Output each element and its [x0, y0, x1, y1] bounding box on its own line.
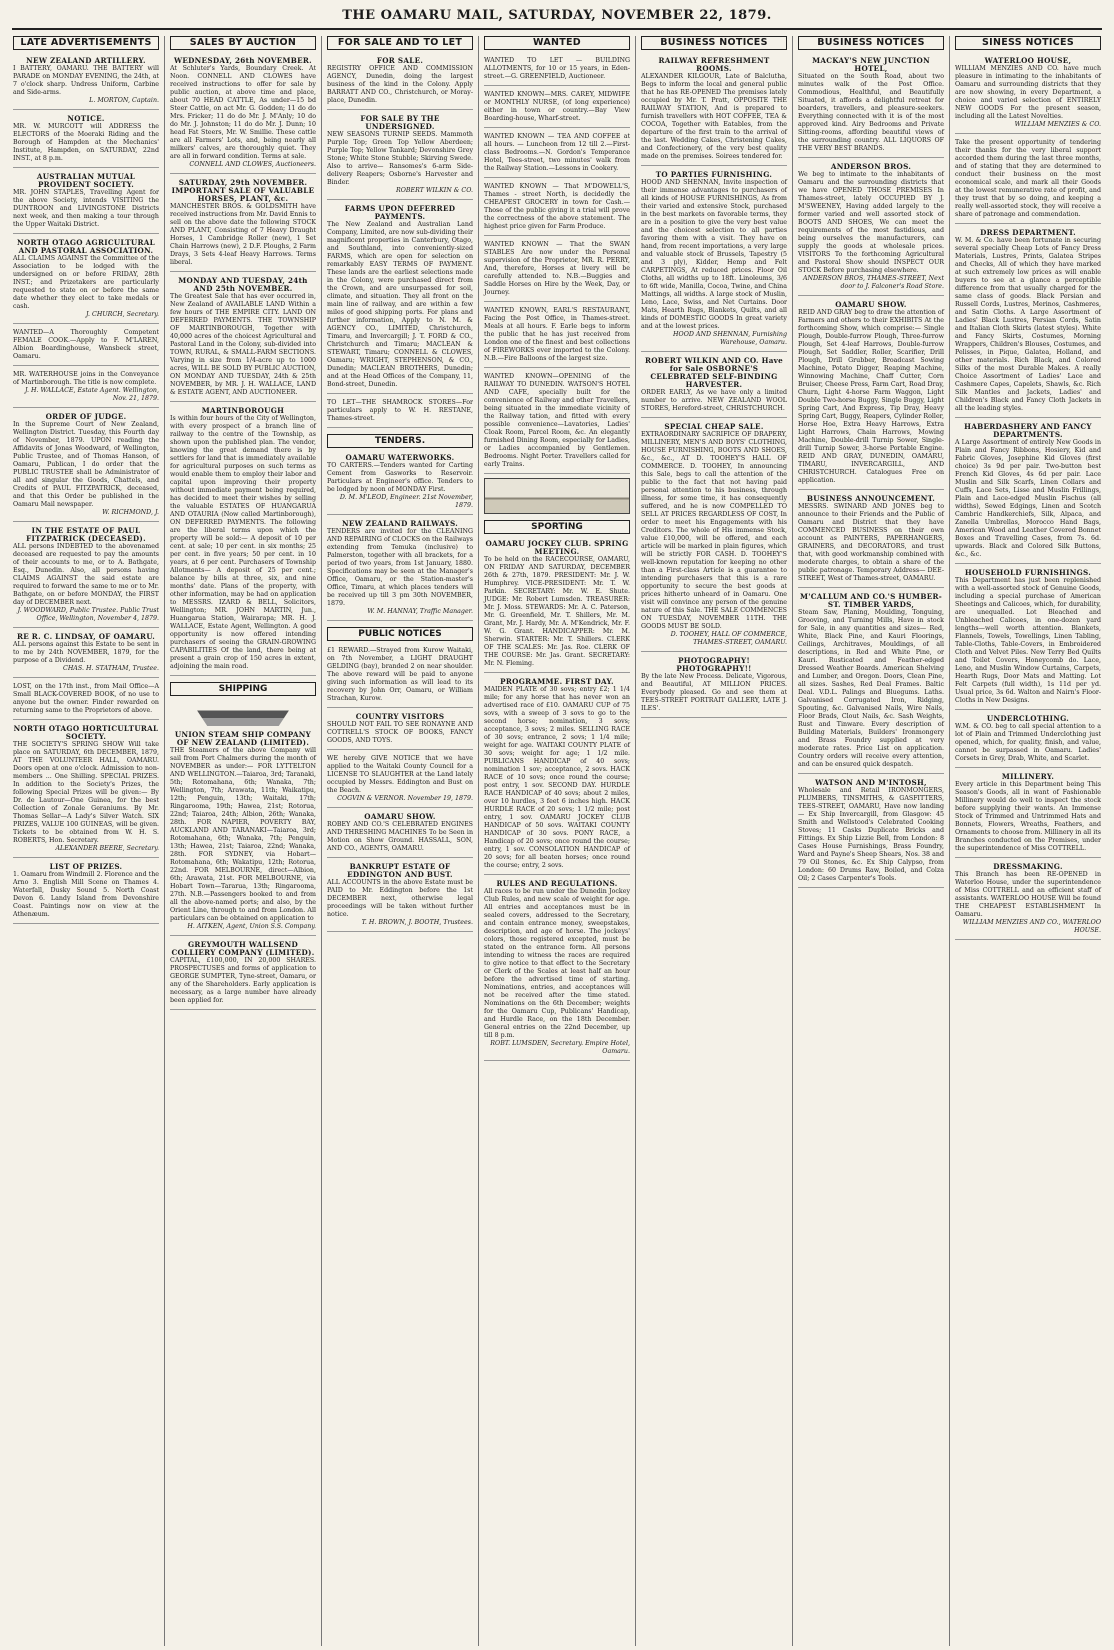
column-3	[321, 36, 478, 1646]
ad-body: To be held on the RACECOURSE, OAMARU, ON FRIDAY AND SATURDAY, DECEMBER 26th & 27th, 1879. PRESIDENT: Mr. J. W. Humphrey. VICE-PRESIDENT: Mr. T. W. Parkin. SECRETARY: Mr. W. E. Shute. JUDGE: Mr. Robert Lumsden. TREASURER: Mr. J. Moss. STEWARDS: Mr. A. C. Paterson, Mr. G. Greenfield, Mr. T. Shillers, Mr. M. Grant, Mr. J. Hardy, Mr. A. M'Kendrick, Mr. F. W. G. Grant. HANDICAPPER: Mr. M. Sherwin. STARTER: Mr. T. Shillers. CLERK OF THE SCALES: Mr. Jas. Roe. CLERK OF THE COURSE: Mr. Jas. Grant. SECRETARY: Mr. N. Fleming.	[484, 556, 630, 667]
ad-body: WANTED KNOWN, EARL'S RESTAURANT, Facing the Post Office, in Thames-street. Meals at all hours. F. Earle begs to inform the public that he has just received from London one of the finest and best collections of FIREWORKS ever imported to the Colony. N.B.—Fire Balloons of the largest size.	[484, 307, 630, 362]
ad-body: WANTED KNOWN — That M'DOWELL'S, Thames - street North, is decidedly the CHEAPEST GROCERY in town for Cash.—Those of the public giving it a trial will prove the correctness of the above statement. The highest price given for Farm Produce.	[484, 183, 630, 230]
ad-body: MR. W. MURCOTT will ADDRESS the ELECTORS of the Moeraki Riding and the Borough of Hampden at the Mechanics' Institute, Hampden, on SATURDAY, 22nd INST., at 8 p.m.	[13, 123, 159, 162]
ad-title: NEW ZEALAND RAILWAYS.	[341, 519, 459, 528]
ad-title: OAMARU SHOW.	[835, 300, 907, 309]
ad-title: MACKAY'S NEW JUNCTION HOTEL,	[812, 56, 930, 73]
masthead: THE OAMARU MAIL, SATURDAY, NOVEMBER 22, 1879.	[12, 6, 1102, 30]
ad-body: By the late New Process. Delicate, Vigorous, and Beautiful, AT MILLION PRICES. Everybody pleased. Go and see them at TEES-STREET PORTRAIT GALLERY, LATE J. ILES'.	[641, 673, 787, 712]
ad-body: REID AND GRAY beg to draw the attention of Farmers and others to their EXHIBITS At the forthcoming Show, which comprise:— Single Plough, Double-furrow Plough, Three-furrow Plough, Set 4-leaf Harrows, Double-furrow Plough, Set Saddler, Roller, Scarifier, Drill Plough, Drill Grubber, Broadcast Sowing Machine, Potato Digger, Reaping Machine, Winnowing Machine, Chaff Cutter, Corn Bruiser, Cheese Press, Farm Cart, Road Dray, Churn, Light 4-horse Farm Waggon, Light Double Two-horse Buggy, Single Buggy, Light Spring Cart, And Express, Tip Dray, Heavy Spring Cart, Buggy, Reapers, Cylinder Roller, Horse Hoe, Extra Heavy Harrows, Extra Light Harrows, Chain Harrows, Mowing Machine, Double-drill Turnip Sower, Single-drill Turnip Sower, 3-horse Portable Engine. REID AND GRAY, DUNEDIN, OAMARU, TIMARU, INVERCARGILL, AND CHRISTCHURCH. Catalogues Free on application.	[798, 309, 944, 484]
ad-signature: W. RICHMOND, J.	[102, 509, 159, 516]
ad-body: NEW SEASONS TURNIP SEEDS. Mammoth Purple Top; Green Top Yellow Aberdeen; Purple Top; Yellow Tankard; Devonshire Grey Stone; White Stone Stubble; Skirving Swede. Also to arrive— Ransomes's 6-arm Side-delivery Reapers; Osborne's Harvester and Binder.	[327, 131, 473, 186]
ad-body: ALL ACCOUNTS in the above Estate must be PAID to Mr. Eddington before the 1st DECEMBER next, otherwise legal proceedings will be taken without further notice.	[327, 879, 473, 918]
ad-body: At Schluter's Yards, Boundary Creek. At Noon. CONNELL AND CLOWES have received instructions to offer for sale by public auction, at above time and place, about 70 HEAD CATTLE, As under—15 bd Steer Cattle, on act Mr. G. Godden; 11 do do Mrs. Fricker; 11 do do Mr. J. M'Anly; 10 do do Mr. J. Johnston; 11 do do Mr. J. Dunn; 10 head Fat Steers, Mr. W. Smillie. These cattle are all Farmers' Lots, and, being nearly all milkers' calves, are thoroughly quiet. They are all in forward condition. Terms at sale.	[170, 65, 316, 160]
advertisement	[13, 861, 159, 924]
ad-signature: ROBT. LUMSDEN, Secretary. Empire Hotel, Oamaru.	[490, 1040, 630, 1055]
advertisement	[955, 567, 1101, 710]
advertisement	[955, 55, 1101, 134]
ad-signature: ALEXANDER BEERE, Secretary.	[55, 845, 159, 852]
ad-title: TO PARTIES FURNISHING.	[655, 170, 773, 179]
advertisement	[484, 55, 630, 86]
ad-body: HOOD AND SHENNAN, Invite inspection of their immense advantages to purchasers of all kinds of HOUSE FURNISHINGS, As from their varied and extensive Stock, purchased in the best markets on favorable terms, they are in a position to give the very best value and the choicest selection to all parties favoring them with a visit. They have on hand, from recent importations, a very large and valuable stock of Brussels, Tapestry (5 and 3 ply), Kidder, Hemp and Felt CARPETINGS, At reduced prices. Floor Oil Cloths, all widths up to 18ft. Linoleums, 3/6 to 6ft wide, Manilla, Cocoa, Twine, and China Mattings, all widths. A large stock of Muslin, Leno, Lace, Swiss, and Net Curtains. Door Mats, Hearth Rugs, Blankets, Quilts, and all kinds of DOMESTIC GOODS In great variety and at the lowest prices.	[641, 179, 787, 330]
ad-body: MR. WATERHOUSE joins in the Conveyance of Martinborough. The title is now complete.	[13, 371, 159, 386]
column-heading: LATE ADVERTISEMENTS	[13, 36, 159, 50]
ad-body: REGISTRY OFFICE AND COMMISSION AGENCY, Dunedin, doing the largest business of the kind in the Colony. Apply BARRATT AND CO., Christchurch, or Moray-place, Dunedin.	[327, 65, 473, 104]
advertisement	[13, 113, 159, 168]
ad-body: CAPITAL, £100,000, IN 20,000 SHARES. PROSPECTUSES and forms of application to GEORGE SUMPTER, Tyne-street, Oamaru, or any of the Shareholders. Early application is necessary, as a large number have already been applied for.	[170, 957, 316, 1004]
advertisement	[327, 203, 473, 394]
column-heading: SALES BY AUCTION	[170, 36, 316, 50]
advertisement	[13, 327, 159, 366]
ad-signature: W. M. HANNAY, Traffic Manager.	[367, 608, 473, 615]
advertisement	[13, 171, 159, 234]
advertisement	[955, 227, 1101, 418]
ad-body: Every article in this Department being This Season's Goods, all in want of Fashionable Millinery would do well to inspect the stock before supplying their wants. An Immense Stock of Trimmed and Untrimmed Hats and Bonnets, Flowers, Wreaths, Feathers, and Ornaments to choose from. Millinery in all its Branches conducted on the Premises, under the superintendence of Miss COTTRELL.	[955, 781, 1101, 852]
ad-body: £1 REWARD.—Strayed from Kurow Waitaki, on 7th November, a LIGHT DRAUGHT GELDING (bay), branded 2 on near shoulder. The above reward will be paid to anyone giving such information as will lead to its recovery by John Orr, Oamaru, or William Strachan, Kurow.	[327, 647, 473, 702]
advertisement	[484, 538, 630, 673]
ad-title: ROBERT WILKIN AND CO. Have for Sale OSBORNE'S CELEBRATED SELF-BINDING HARVESTER.	[644, 356, 784, 389]
ad-body: All races to be run under the Dunedin Jockey Club Rules, and new scale of weight for age. All entries and acceptances must be in sealed covers, addressed to the Secretary, and contain entrance money, sweepstakes, description, and age of horse. The jockeys' colors, those registered excepted, must be stated on the entrance form. All persons intending to witness the races are required to give notice to that effect to the Secretary or Clerk of the Scales at least half an hour before the advertised time of starting. Nominations, entries, and acceptances will not be received after the time stated. Nominations on the 6th December; weights for the Oamaru Cup, Publicans' Handicap, and Hurdle Race, on the 18th December. General entries on the 22nd December, up till 8 p.m.	[484, 888, 630, 1039]
advertisement	[641, 421, 787, 652]
ad-body: MR. JOHN STAPLES, Travelling Agent for the above Society, intends VISITING the DUNTROON and LIVINGSTONE Districts next week, and then making a tour through the Upper Waitaki District.	[13, 189, 159, 228]
column-heading: WANTED	[484, 36, 630, 50]
ad-body: In the Supreme Court of New Zealand, Wellington District. Tuesday, this Fourth day of November, 1879. UPON reading the Affidavits of Jonas Woodward, of Wellington, Public Trustee, and of Thomas Hanson, of Oamaru, Publican, I do order that the PUBLIC TRUSTEE shall be Administrator of all and singular the Goods, Chattels, and Credits of PAUL FITZPATRICK, deceased, and that this Order be published in the Oamaru Mail newspaper.	[13, 421, 159, 508]
advertisement	[327, 452, 473, 515]
advertisement	[170, 405, 316, 676]
steamship-engraving-icon	[192, 700, 294, 726]
advertisement	[13, 723, 159, 858]
ad-body: WANTED KNOWN—MRS. CAREY, MIDWIFE or MONTHLY NURSE, (of long experience) either in town or country.—Bay View Boarding-house, Wharf-street.	[484, 91, 630, 122]
ad-body: A Large Assortment of entirely New Goods in Plain and Fancy Ribbons, Hosiery, Kid and Fabric Gloves, Josephine Kid Gloves (first choice) 3s 9d per pair. Two-button best French Kid Gloves, 4s 6d per pair. Lace Muslin and Silk Scarfs, Linen Collars and Cuffs, Lace Sets, Lisse and Muslin Frillings, Plain and Lace-edged Muslin Fischus (all widths), Sewed Edgings, Linen and Scotch Cambric Handkerchiefs, Silk, Alpaca, and Zanella Umbrellas, Morocco Hand Bags, American Wood and Leather Covered Bonnet Boxes and Travelling Cases, from 7s. 6d. upwards. Black and Colored Silk Buttons, &c., &c.	[955, 439, 1101, 558]
column-4	[478, 36, 635, 1646]
ad-body: LOST, on the 17th inst., from Mail Office—A Small BLACK-COVERED BOOK, of no use to anyone but the owner. Finder rewarded on returning same to the Proprietors of above.	[13, 683, 159, 714]
ad-body: ALL persons against this Estate to be sent in to me by 24th NOVEMBER, 1879, for the purpose of a Dividend.	[13, 641, 159, 664]
ad-title: COUNTRY VISITORS	[355, 712, 445, 721]
ad-title: IN THE ESTATE OF PAUL FITZPATRICK (DECEASED).	[26, 526, 146, 543]
ad-body: WILLIAM MENZIES AND CO. have much pleasure in intimating to the inhabitants of Oamaru and surrounding districts that they are now showing, in every Department, a choice and varied selection of ENTIRELY NEW GOODS For the present season, including all the Latest Novelties.	[955, 65, 1101, 120]
ad-title: NORTH OTAGO HORTICULTURAL SOCIETY.	[13, 724, 159, 741]
advertisement	[484, 89, 630, 128]
ad-title: PHOTOGRAPHY! PHOTOGRAPHY!!	[676, 656, 752, 673]
advertisement	[641, 355, 787, 418]
advertisement	[327, 861, 473, 932]
ad-title: MARTINBOROUGH	[201, 406, 285, 415]
advertisement	[13, 681, 159, 720]
advertisement	[13, 369, 159, 408]
advertisement	[955, 713, 1101, 768]
ad-body: ALL persons INDEBTED to the abovenamed deceased are requested to pay the amounts of their accounts to me, or to A. Bathgate, Esq., Dunedin. Also, all persons having CLAIMS AGAINST the said estate are required to forward the same to me or to Mr. Bathgate, on or before MONDAY, the FIRST day of DECEMBER next.	[13, 543, 159, 606]
advertisement	[327, 397, 473, 428]
column-5	[635, 36, 792, 1646]
advertisement	[641, 655, 787, 718]
advertisement	[170, 729, 316, 936]
ad-title: PROGRAMME. FIRST DAY.	[500, 677, 614, 686]
ad-body: TENDERS are invited for the CLEANING AND REPAIRING of CLOCKS on the Railways extending from Temuka (inclusive) to Palmerston, together with all brackets, for a period of two years, from 1st January, 1880. Specifications may be seen at the Manager's Office, Oamaru, or the Station-master's Office, Timaru, at which places tenders will be received up till 3 pm 30th NOVEMBER, 1879.	[327, 528, 473, 607]
ad-signature: H. AITKEN, Agent, Union S.S. Company.	[187, 923, 316, 930]
ad-title: ANDERSON BROS.	[830, 162, 912, 171]
ad-title: LIST OF PRIZES.	[49, 862, 123, 871]
ad-body: WE hereby GIVE NOTICE that we have applied to the Waitaki County Council for a LICENSE TO SLAUGHTER at the Land lately occupied by Messrs. Eddington and Bust on the Beach.	[327, 755, 473, 794]
ad-title: MONDAY AND TUESDAY, 24th AND 25th NOVEMBER.	[178, 276, 308, 293]
advertisement	[170, 939, 316, 1010]
column-heading: SINESS NOTICES	[955, 36, 1101, 50]
ad-title: SATURDAY, 29th NOVEMBER. IMPORTANT SALE OF VALUABLE HORSES, PLANT, &c.	[171, 178, 315, 203]
ad-signature: T. H. BROWN, J. BOOTH, Trustees.	[361, 919, 473, 926]
advertisement	[13, 411, 159, 522]
column-heading: BUSINESS NOTICES	[798, 36, 944, 50]
advertisement	[13, 55, 159, 110]
advertisement	[641, 169, 787, 352]
column-1	[8, 36, 164, 1646]
ad-title: OAMARU WATERWORKS.	[345, 453, 455, 462]
horse-race-engraving-icon	[484, 478, 630, 514]
ad-signature: COGVIN & VERNOR. November 19, 1879.	[337, 795, 473, 802]
advertisement	[484, 131, 630, 178]
advertisement	[484, 239, 630, 302]
ad-body: Is within four hours of the City of Wellington, with every prospect of a branch line of railway to the centre of the Township, as shown upon the published plan. The vendor, knowing the great demand there is by settlers for land that is immediately available for agricultural purposes on such terms as would enable them to employ their labor and capital upon improving their property without immediate payment being required, has decided to meet their wishes by selling the valuable ESTATES OF HUANGARUA AND OTAURIA (Now called Martinborough), ON DEFERRED PAYMENTS. The following are the liberal terms upon which the property will be sold:— A deposit of 10 per cent. at sale; 10 per cent. in six months; 25 per cent. in five years; 50 per cent. in 10 years, at 6 per cent. Purchasers of Township Allotments— A deposit of 25 per cent.; balance by bills at three, six, and nine months' date. Plans of the property, with other information, may be had on application to MESSRS. IZARD & BELL, Solicitors, Wellington; MR. JOHN MARTIN, Jun., Huangarua Station, Wairarapa; MR. H. J. WALLACE, Estate Agent, Wellington. A good opportunity is now offered intending purchasers of seeing the GRAIN-GROWING CAPABILITIES Of the land, there being at present a grain crop of 150 acres in extent, adjoining the main road.	[170, 415, 316, 670]
section-heading: SHIPPING	[170, 682, 316, 696]
ad-title: NOTICE.	[67, 114, 105, 123]
advertisement	[798, 299, 944, 490]
ad-body: WANTED KNOWN—OPENING of the RAILWAY TO DUNEDIN. WATSON'S HOTEL AND CAFE, specially built for the convenience of Railway and other Travellers, being situated in the immediate vicinity of the Railway tation, and fitted with every possible convenience—Lavatories, Ladies' Cloak Room, Parcel Room, &c. An elegantly furnished Dining Room, especially for Ladies, or Ladies accompanied by Gentlemen. Bedrooms. Night Porter. Travellers called for early Trains.	[484, 373, 630, 468]
ad-body: The Greatest Sale that has ever occurred in, New Zealand of AVAILABLE LAND Within a few hours of THE EMPIRE CITY. LAND ON DEFERRED PAYMENTS. THE TOWNSHIP OF MARTINBOROUGH, Together with 40,000 acres of the choicest Agricultural and Pastoral Land in the Colony, sub-divided into TOWN, RURAL, & SMALL-FARM SECTIONS. Varying in size from 1/4-acre up to 1000 acres, WILL BE SOLD BY PUBLIC AUCTION, ON MONDAY AND TUESDAY, 24th & 25th NOVEMBER, by MR. J. H. WALLACE, LAND & ESTATE AGENT, AND AUCTIONEER.	[170, 293, 316, 396]
ad-title: OAMARU SHOW.	[364, 812, 436, 821]
ad-title: M'CALLUM AND CO.'S HUMBER-ST. TIMBER YARDS,	[799, 592, 943, 609]
ad-body: MANCHESTER BROS. & GOLDSMITH have received instructions from Mr. David Ennis to sell on the above date the following STOCK AND PLANT, Consisting of 7 Heavy Draught Horses, 1 Cambridge Roller (new), 1 Set Chain Harrows (new), 2 D.F. Ploughs, 2 Farm Drays, 3 Sets 4-leaf Heavy Harrows. Terms liberal.	[170, 203, 316, 266]
ad-body: The New Zealand and Australian Land Company, Limited, are now sub-dividing their magnificent properties in Canterbury, Otago, and Southland, into conveniently-sized FARMS, which are open for selection on remarkably EASY TERMS OF PAYMENT. These lands are the earliest selections made in the Colony, were purchased direct from the Crown, and are unsurpassed for soil, climate, and situation. They all front on the main line of railway, and are within a few miles of good shipping ports. For plans and further information, Apply to N. M. & AGENCY CO., LIMITED, Christchurch, Timaru, and Invercargill; J. T. FORD & CO., Christchurch and Timaru; MACLEAN & STEWART, Timaru; CONNELL & CLOWES, Oamaru; WRIGHT, STEPHENSON, & CO., Dunedin; MACLEAN BROTHERS, Dunedin; and at the Head Offices of the Company, 11, Bond-street, Dunedin.	[327, 221, 473, 388]
ad-signature: CHAS. H. STATHAM, Trustee.	[63, 665, 159, 672]
column-2	[164, 36, 321, 1646]
ad-title: DRESS DEPARTMENT.	[980, 228, 1076, 237]
ad-title: BUSINESS ANNOUNCEMENT.	[806, 494, 936, 503]
ad-title: SPECIAL CHEAP SALE.	[664, 422, 764, 431]
advertisement	[170, 275, 316, 402]
ad-title: UNDERCLOTHING.	[986, 714, 1070, 723]
advertisement	[955, 771, 1101, 858]
ad-body: ROBEY AND CO.'S CELEBRATED ENGINES AND THRESHING MACHINES To be Seen in Motion on Show Ground. HASSALL, SON, AND CO., AGENTS, OAMARU.	[327, 821, 473, 852]
ad-title: HABERDASHERY AND FANCY DEPARTMENTS.	[964, 422, 1092, 439]
column-6	[792, 36, 949, 1646]
advertisement	[327, 645, 473, 708]
ad-body: 1. Oamaru from Windmill 2. Florence and the Arno 3. English Mill Scene on Thames 4. Waterfall, Dusky Sound 5. North Coast Devon 6. Landy Island from Devonshire Coast. Paintings now on view at the Athenæum.	[13, 871, 159, 918]
advertisement	[170, 55, 316, 174]
ad-title: WATSON AND M'INTOSH,	[815, 778, 927, 787]
ad-title: AUSTRALIAN MUTUAL PROVIDENT SOCIETY.	[36, 172, 136, 189]
ad-title: BANKRUPT ESTATE OF EDDINGTON AND BUST.	[347, 862, 453, 879]
ad-body: I BATTERY, OAMARU. THE BATTERY will PARADE on MONDAY EVENING, the 24th, at 7 o'clock sharp. Undress Uniform, Carbine and Side-arms.	[13, 65, 159, 96]
ad-title: FARMS UPON DEFERRED PAYMENTS.	[344, 204, 456, 221]
ad-title: MILLINERY.	[1001, 772, 1055, 781]
ad-title: RULES AND REGULATIONS.	[496, 879, 618, 888]
advertisement	[13, 631, 159, 678]
advertisement	[798, 591, 944, 774]
advertisement	[798, 777, 944, 888]
ad-title: GREYMOUTH WALLSEND COLLIERY COMPANY (LIMITED).	[171, 940, 315, 957]
section-heading: SPORTING	[484, 520, 630, 534]
advertisement	[798, 493, 944, 588]
advertisement	[170, 177, 316, 272]
ad-signature: J. CHURCH, Secretary.	[85, 311, 159, 318]
advertisement	[327, 113, 473, 200]
ad-body: WANTED KNOWN — TEA AND COFFEE at all hours. — Luncheon from 12 till 2.—First-class Bedrooms.—N. Gordon's Temperance Hotel, Tees-street, two minutes' walk from the Railway Station.—Lessons in Cookery.	[484, 133, 630, 172]
ad-title: OAMARU JOCKEY CLUB. SPRING MEETING.	[485, 539, 629, 556]
advertisement	[484, 181, 630, 236]
ad-title: RAILWAY REFRESHMENT ROOMS.	[658, 56, 770, 73]
ad-body: W.M. & CO. beg to call special attention to a lot of Plain and Trimmed Underclothing just opened, which, for quality, finish, and value, cannot be surpassed in Oamaru. Ladies' Corsets in Grey, Drab, White, and Scarlet.	[955, 723, 1101, 762]
ad-body: ALL CLAIMS AGAINST the Committee of the Association to be lodged with the undersigned on or before FRIDAY, 28th INST.; and Prizetakers are particularly requested to state on or before the same date whether they elect to take medals or cash.	[13, 255, 159, 310]
ad-title: UNION STEAM SHIP COMPANY OF NEW ZEALAND (LIMITED).	[174, 730, 312, 747]
advertisement	[484, 878, 630, 1061]
ad-body: THE SOCIETY'S SPRING SHOW Will take place on SATURDAY, 6th DECEMBER, 1879, AT THE VOLUNTEER HALL, OAMARU. Doors open at one o'clock. Admission to non-members ... One Shilling. SPECIAL PRIZES. In addition to the Society's Prizes, the following Special Prizes will be given:— By Dr. de Lautour—One Guinea, for the best Collection of Zonale Geraniums. By Mr. Thomas Sellar—A Lady's Silver Watch. SIX PRIZES, VALUE 100 GUINEAS, will be given. Tickets to be obtained from W. H. S. ROBERTS, Hon. Secretary.	[13, 741, 159, 844]
ad-title: NORTH OTAGO AGRICULTURAL AND PASTORAL ASSOCIATION.	[17, 238, 155, 255]
ad-title: WEDNESDAY, 26th NOVEMBER.	[174, 56, 312, 65]
section-heading: PUBLIC NOTICES	[327, 627, 473, 641]
ad-title: NEW ZEALAND ARTILLERY.	[26, 56, 146, 65]
advertisement	[13, 237, 159, 324]
advertisement	[798, 55, 944, 158]
ad-body: TO CARTERS.—Tenders wanted for Carting Cement from Gasworks to Reservoir. Particulars at Engineer's office. Tenders to be lodged by noon of MONDAY First.	[327, 462, 473, 493]
ad-body: We beg to intimate to the inhabitants of Oamaru and the surrounding districts that we have OPENED THOSE PREMISES In Thames-street, lately OCCUPIED BY J. M'SWEENEY, Having added largely to the former varied and well assorted stock of BOOTS AND SHOES, We can meet the requirements of the most fastidious, and being ourselves the manufacturers, can supply the goods at wholesale prices. VISITORS To the forthcoming Agricultural and Pastoral Show should INSPECT OUR STOCK Before purchasing elsewhere.	[798, 171, 944, 274]
ad-body: WANTED—A Thoroughly Competent FEMALE COOK.—Apply to F. M'LAREN, Albion Boardinghouse, Wansbeck street, Oamaru.	[13, 329, 159, 360]
advertisement	[955, 861, 1101, 940]
ad-signature: D. M. M'LEOD, Engineer. 21st November, 1879.	[339, 494, 473, 509]
ad-signature: ANDERSON BROS, THAMES-STREET, Next door to J. Falconer's Road Store.	[802, 275, 944, 290]
ad-body: THE Steamers of the above Company will sail from Port Chalmers during the month of NOVEMBER as under:— FOR LYTTELTON AND WELLINGTON.—Taiaroa, 3rd; Taranaki, 5th; Rotomahana, 6th; Wanaka, 7th; Wellington, 7th; Arawata, 11th; Waikatipu, 12th; Penguin, 13th; Waitaki, 17th; Ringarooma, 19th; Hawea, 21st; Rotorua, 22nd; Taiaroa, 24th; Albion, 26th; Wanaka, 28th. FOR NAPIER, POVERTY BAY, AUCKLAND AND TARANAKI—Taiaroa, 3rd; Rotomahana, 6th; Wanaka, 7th; Penguin, 13th; Hawea, 21st; Taiaroa, 22nd; Wanaka, 28th. FOR SYDNEY, via Hobart—Rotomahana, 6th; Wakatipu, 12th; Rotorua, 22nd. FOR MELBOURNE, direct—Albion, 6th; Arawata, 21st. FOR MELBOURNE, via Hobart Town—Tararua, 13th; Ringarooma, 27th. N.B.—Passengers booked to and from all the above-named ports; and also, by the Orient Line, through to and from London. All particulars can be obtained on application to	[170, 747, 316, 922]
ad-body: SHOULD NOT FAIL TO SEE RONAYNE AND COTTRELL'S STOCK OF BOOKS, FANCY GOODS, AND TOYS.	[327, 721, 473, 744]
ad-body: MESSRS. SWINARD AND JONES beg to announce to their Friends and the Public of Oamaru and District that they have COMMENCED BUSINESS on their own account as PAINTERS, PAPERHANGERS, GRAINERS, and DECORATORS, and trust that, with good workmanship combined with moderate charges, to obtain a share of the public patronage. Temporary Address— DEE-STREET, West of Thames-street, OAMARU.	[798, 503, 944, 582]
ad-body: WANTED TO LET — BUILDING ALLOTMENTS, for 10 or 15 years, in Eden-street.—G. GREENFIELD, Auctioneer.	[484, 57, 630, 80]
ad-signature: L. MORTON, Captain.	[89, 97, 159, 104]
advertisement	[484, 371, 630, 474]
columns-container	[8, 36, 1106, 1646]
ad-title: WATERLOO HOUSE,	[984, 56, 1072, 65]
column-7	[949, 36, 1106, 1646]
ad-body: W. M. & Co. have been fortunate in securing several specially Cheap Lots of Fancy Dress Materials, Lustres, Prints, Galatea Stripes and Checks, All of which they have marked at such extremely low prices as will enable buyers to see at a glance a perceptible difference from that usually charged for the same class of goods. Black Persian and Russell Cords, Lustres, Merinos, Cashmeres, and Satin Cloths. A Large Assortment of Ladies' Black Lustres, Persian Cords, Satin and Italian Cloth Skirts (latest styles). White and Fancy Skirts, Costumes, Morning Wrappers, Children's Blouses, Costumes, and Pelisses, in Pique, Galatea, Holland, and other materials. Rich Black, and Colored Silks of the most Durable Makes. A really Choice Assortment of Ladies' Lace and Cashmere Capes, Capelets, Shawls, &c. Rich Silk Mantles and Jackets, Ladies' and Children's Black and Fancy Cloth Jackets in all the leading styles.	[955, 237, 1101, 412]
ad-signature: ROBERT WILKIN & CO.	[395, 187, 473, 194]
ad-body: This Department has just been replenished with a well-assorted stock of Genuine Goods, including a special purchase of American Sheetings and Calicoes, which, for durability, are unequalled. Lot Bleached and Unbleached Calicoes, in one-dozen yard lengths—well worth attention. Blankets, Flannels, Towels, Towellings, Linen Tabling, Table-Cloths, Table-Covers, in Embroidered Cloth and Velvet Piles. New Terry Bed Quilts and Toilet Covers, Honeycomb do. Lace, Leno, and Muslin Window Curtains, Carpets, Hearth Rugs, Door Mats and Matting. Lot Felt Carpets (full width), 1s 11d per yd. Usual price, 3s 6d. Walton and Nairn's Floor-Cloths in New Designs.	[955, 577, 1101, 704]
ad-signature: WILLIAM MENZIES & CO.	[1014, 121, 1101, 128]
ad-title: FOR SALE.	[376, 56, 424, 65]
ad-body: WANTED KNOWN — That the SWAN STABLES Are now under the Personal supervision of the Proprietor, MR. R. PERRY, And, therefore, Horses at livery will be carefully attended to. N.B.—Buggies and Saddle Horses on Hire by the Week, Day, or Journey.	[484, 241, 630, 296]
ad-title: DRESSMAKING.	[993, 862, 1063, 871]
advertisement	[327, 711, 473, 750]
ad-body: ALEXANDER KILGOUR, Late of Balclutha, Begs to inform the local and general public that he has RE-OPENED The premises lately occupied by Mr. T. Pratt, OPPOSITE THE RAILWAY STATION, And is prepared to furnish travellers with HOT COFFEE, TEA & COCOA, Together with Eatables, from the departure of the first train to the arrival of the last. Wedding Cakes, Christening Cakes, and Confectionery, of the very best quality made on the premises. Soirees tendered for.	[641, 73, 787, 160]
ad-signature: WILLIAM MENZIES AND CO., WATERLOO HOUSE.	[962, 919, 1101, 934]
column-heading: FOR SALE AND TO LET	[327, 36, 473, 50]
ad-body: Wholesale and Retail IRONMONGERS, PLUMBERS, TINSMITHS, & GASFITTERS, TEES-STREET, OAMARU, Have now landing— Ex Ship Invercargill, from Glasgow: 45 Smith and Wellstood's Celebrated Cooking Stoves; 11 Casks Duplicate Bricks and Fittings. Ex Ship Lizzie Bell, from London: 8 Cases House Furnishings, Brass Foundry, Ward and Payne's Sheep Shears, Nos. 38 and 79 Oil Stones, &c. Ex Ship Calypso, from London: 60 Drums Raw, Boiled, and Colza Oil; 2 Cases Carpenter's Tools.	[798, 787, 944, 882]
column-heading: BUSINESS NOTICES	[641, 36, 787, 50]
ad-signature: HOOD AND SHENNAN, Furnishing Warehouse, Oamaru.	[673, 331, 787, 346]
ad-title: HOUSEHOLD FURNISHINGS.	[964, 568, 1092, 577]
ad-body: TO LET—THE SHAMROCK STORES—For particulars apply to W. H. RESTANE, Thames-street.	[327, 399, 473, 422]
ad-title: ORDER OF JUDGE.	[45, 412, 127, 421]
ad-signature: D. TOOHEY, HALL OF COMMERCE, THAMES-STREET, OAMARU.	[670, 631, 787, 646]
ad-body: Take the present opportunity of tendering their thanks for the very liberal support accorded them during the last three months, and of stating that they are determined to conduct their business on the most economical scale, and mark all their Goods at the lowest remunerative rate of profit, and they trust that by so doing, and keeping a really well-assorted stock, they will receive a share of patronage and commendation.	[955, 139, 1101, 218]
ad-signature: J. WOODWARD, Public Trustee. Public Trust Office, Wellington, November 4, 1879.	[17, 607, 159, 622]
ad-body: EXTRAORDINARY SACRIFICE OF DRAPERY, MILLINERY, MEN'S AND BOYS' CLOTHING, HOUSE FURNISHING, BOOTS AND SHOES, &c., &c., AT D. TOOHEY'S HALL OF COMMERCE. D. TOOHEY, In announcing this Sale, begs to call the attention of the public to the fact that not having paid personal attention to his business, through illness, for some time, it has consequently suffered, and he is now COMPELLED TO SELL AT PRICES REGARDLESS OF COST, In order to meet his Engagements with his Creditors. The whole of His immense Stock, value £10,000, will be offered, and each article will be marked in plain figures, which will be strictly FOR CASH. D. TOOHEY'S well-known reputation for keeping no other than a First-class Article is a guarantee to intending purchasers that this is a rare opportunity to secure the best goods at prices hitherto unheard of in Oamaru. One visit will convince any person of the genuine nature of this Sale. THE SALE COMMENCES ON TUESDAY, NOVEMBER 11TH. THE GOODS MUST BE SOLD.	[641, 431, 787, 630]
ad-body: MAIDEN PLATE of 30 sovs; entry £2; 1 1/4 mile; for any horse that has never won an advertised race of £10. OAMARU CUP of 75 sovs, with a sweep of 3 sovs to go to the second horse; nomination, 3 sovs; acceptance, 3 sovs; 2 miles. SELLING RACE of 30 sovs; entrance, 2 sovs; 1 1/4 mile; weight for age. WAITAKI COUNTY PLATE of 30 sovs; weight for age; 1 1/2 mile. PUBLICANS HANDICAP of 40 sovs; nomination 1 sov; acceptance, 2 sovs. HACK RACE of 10 sovs; once round the course; post entry, 1 sov. SECOND DAY. HURDLE RACE HANDICAP of 40 sovs; about 2 miles, over 10 hurdles, 3 feet 6 inches high. HACK HURDLE RACE of 20 sovs; 1 1/2 mile; post entry, 1 sov. OAMARU JOCKEY CLUB HANDICAP of 50 sovs. WAITAKI COUNTY HANDICAP of 30 sovs. PONY RACE, a Handicap of 20 sovs; once round the course; entry, 1 sov. CONSOLATION HANDICAP of 20 sovs; for all beaten horses; once round the course; entry, 2 sovs.	[484, 686, 630, 869]
advertisement	[327, 811, 473, 858]
advertisement	[327, 55, 473, 110]
section-heading: TENDERS.	[327, 434, 473, 448]
ad-body: ORDER EARLY, As we have only a limited number to arrive. NEW ZEALAND WOOL STORES, Hereford-street, CHRISTCHURCH.	[641, 389, 787, 412]
ad-body: Steam Saw, Planing, Moulding, Tonguing, Grooving, and Turning Mills, Have in stock for Sale, in any quantities and sizes— Red, White, Black Pine, and Kauri Floorings, Ceilings, Architraves, Mouldings, of all descriptions, in Red and White Pine, or Kauri. Rusticated and Feather-edged Dressed Weather Boards. American Shelving and Lumber, and Oregon. Doors, Clean Pine, all sizes. Sashes, Red Deal Frames. Baltic Deal. V.D.L. Palings and Bluegums. Laths. Galvanised Corrugated Iron, Ridging, Spouting, &c. Galvanised Nails, Wire Nails, Floor Brads, Clout Nails, &c. Sash Weights, Rust and Tinware. Every description of Building Materials, Builders' Ironmongery and Brass Foundry supplied at very moderate rates. Price List on application. Country orders will receive every attention, and can be ensured quick despatch.	[798, 609, 944, 768]
advertisement	[327, 518, 473, 621]
advertisement	[798, 161, 944, 296]
ad-body: This Branch has been RE-OPENED in Waterloo House, under the superintendence of Miss COTTRELL and an efficient staff of assistants. WATERLOO HOUSE Will be found THE CHEAPEST ESTABLISHMENT In Oamaru.	[955, 871, 1101, 918]
advertisement	[327, 753, 473, 808]
advertisement	[955, 421, 1101, 564]
advertisement	[641, 55, 787, 166]
advertisement	[484, 305, 630, 368]
ad-title: RE R. C. LINDSAY, OF OAMARU.	[16, 632, 156, 641]
advertisement	[484, 676, 630, 875]
ad-title: FOR SALE BY THE UNDERSIGNED.	[360, 114, 440, 131]
advertisement	[955, 137, 1101, 224]
advertisement	[13, 525, 159, 628]
ad-signature: CONNELL AND CLOWES, Auctioneers.	[189, 161, 316, 168]
ad-body: Situated on the South Road, about two minutes walk of the Post Office. Commodious, Healthful, and Beautifully Situated, it affords a delightful retreat for boarders, travellers, and pleasure-seekers. Everything connected with it is of the most approved kind. Airy Bedrooms and Private Sitting-rooms, affording beautiful views of the surrounding country. ALL LIQUORS OF THE VERY BEST BRANDS.	[798, 73, 944, 152]
ad-signature: J. H. WALLACE, Estate Agent. Wellington, Nov. 21, 1879.	[24, 387, 159, 402]
